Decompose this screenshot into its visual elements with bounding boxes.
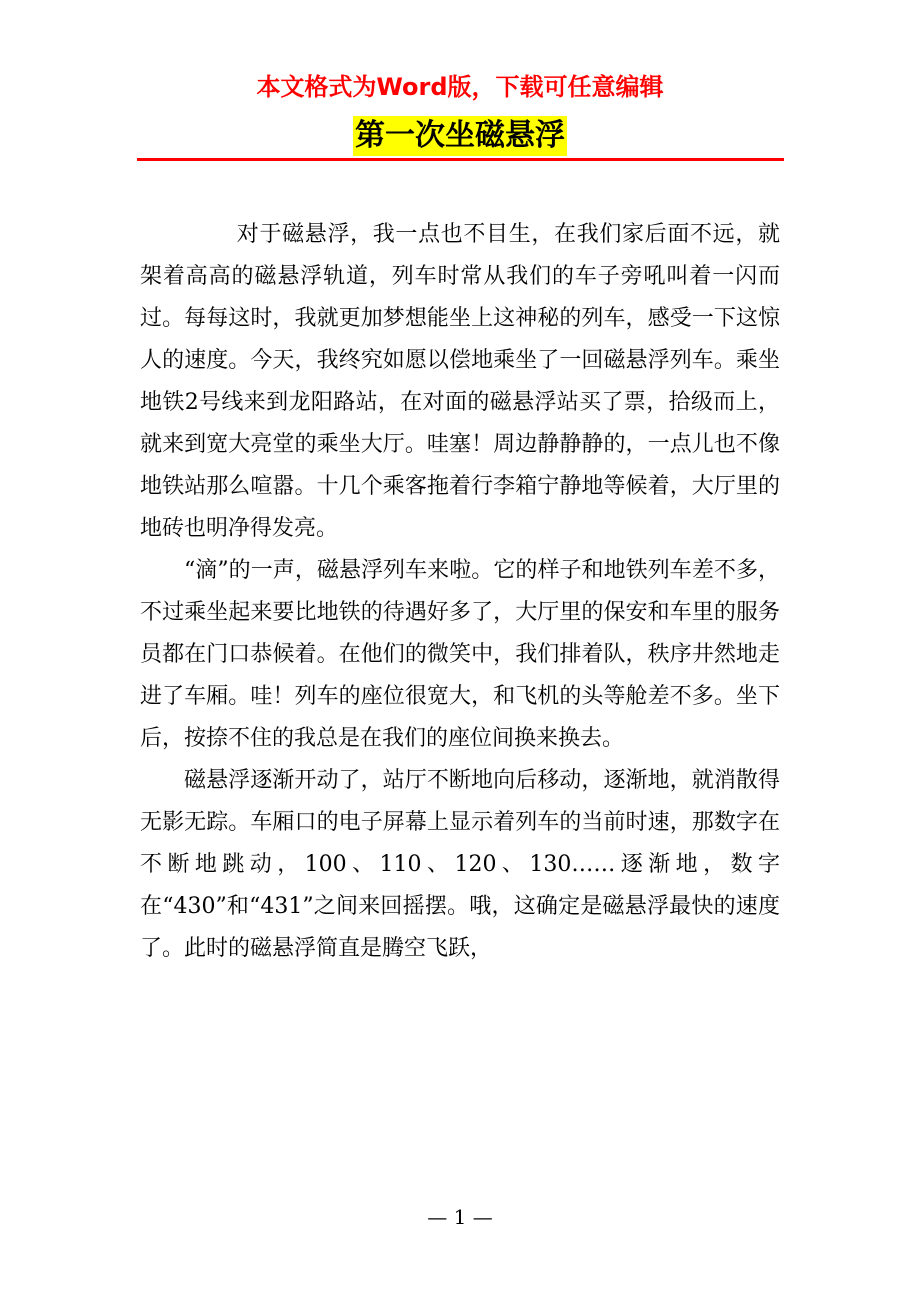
- page-number: — 1 —: [427, 1205, 493, 1229]
- document-title: 第一次坐磁悬浮: [353, 116, 567, 156]
- title-container: [0, 116, 920, 156]
- document-body: [140, 214, 780, 970]
- paragraph-3: 磁悬浮逐渐开动了，站厅不断地向后移动，逐渐地，就消散得无影无踪。车厢口的电子屏幕上显示着列车的当前时速，那数字在不断地跳动，100、110、120、130……逐渐地，数字在“430”和“431”之间来回摇摆。哦，这确定是磁悬浮最快的速度了。此时的磁悬浮简直是腾空飞跃，: [140, 768, 780, 961]
- header-divider: [137, 158, 784, 161]
- format-notice: 本文格式为Word版，下载可任意编辑: [256, 73, 664, 101]
- paragraph-1: 对于磁悬浮，我一点也不目生，在我们家后面不远，就架着高高的磁悬浮轨道，列车时常从我们的车子旁吼叫着一闪而过。每每这时，我就更加梦想能坐上这神秘的列车，感受一下这惊人的速度。今天，我终究如愿以偿地乘坐了一回磁悬浮列车。乘坐地铁2号线来到龙阳路站，在对面的磁悬浮站买了票，拾级而上，就来到宽大亮堂的乘坐大厅。哇塞！周边静静静的，一点儿也不像地铁站那么喧嚣。十几个乘客拖着行李箱宁静地等候着，大厅里的地砖也明净得发亮。: [140, 222, 780, 541]
- paragraph-2: “滴”的一声，磁悬浮列车来啦。它的样子和地铁列车差不多，不过乘坐起来要比地铁的待遇好多了，大厅里的保安和车里的服务员都在门口恭候着。在他们的微笑中，我们排着队，秩序井然地走进了车厢。哇！列车的座位很宽大，和飞机的头等舱差不多。坐下后，按捺不住的我总是在我们的座位间换来换去。: [140, 558, 780, 751]
